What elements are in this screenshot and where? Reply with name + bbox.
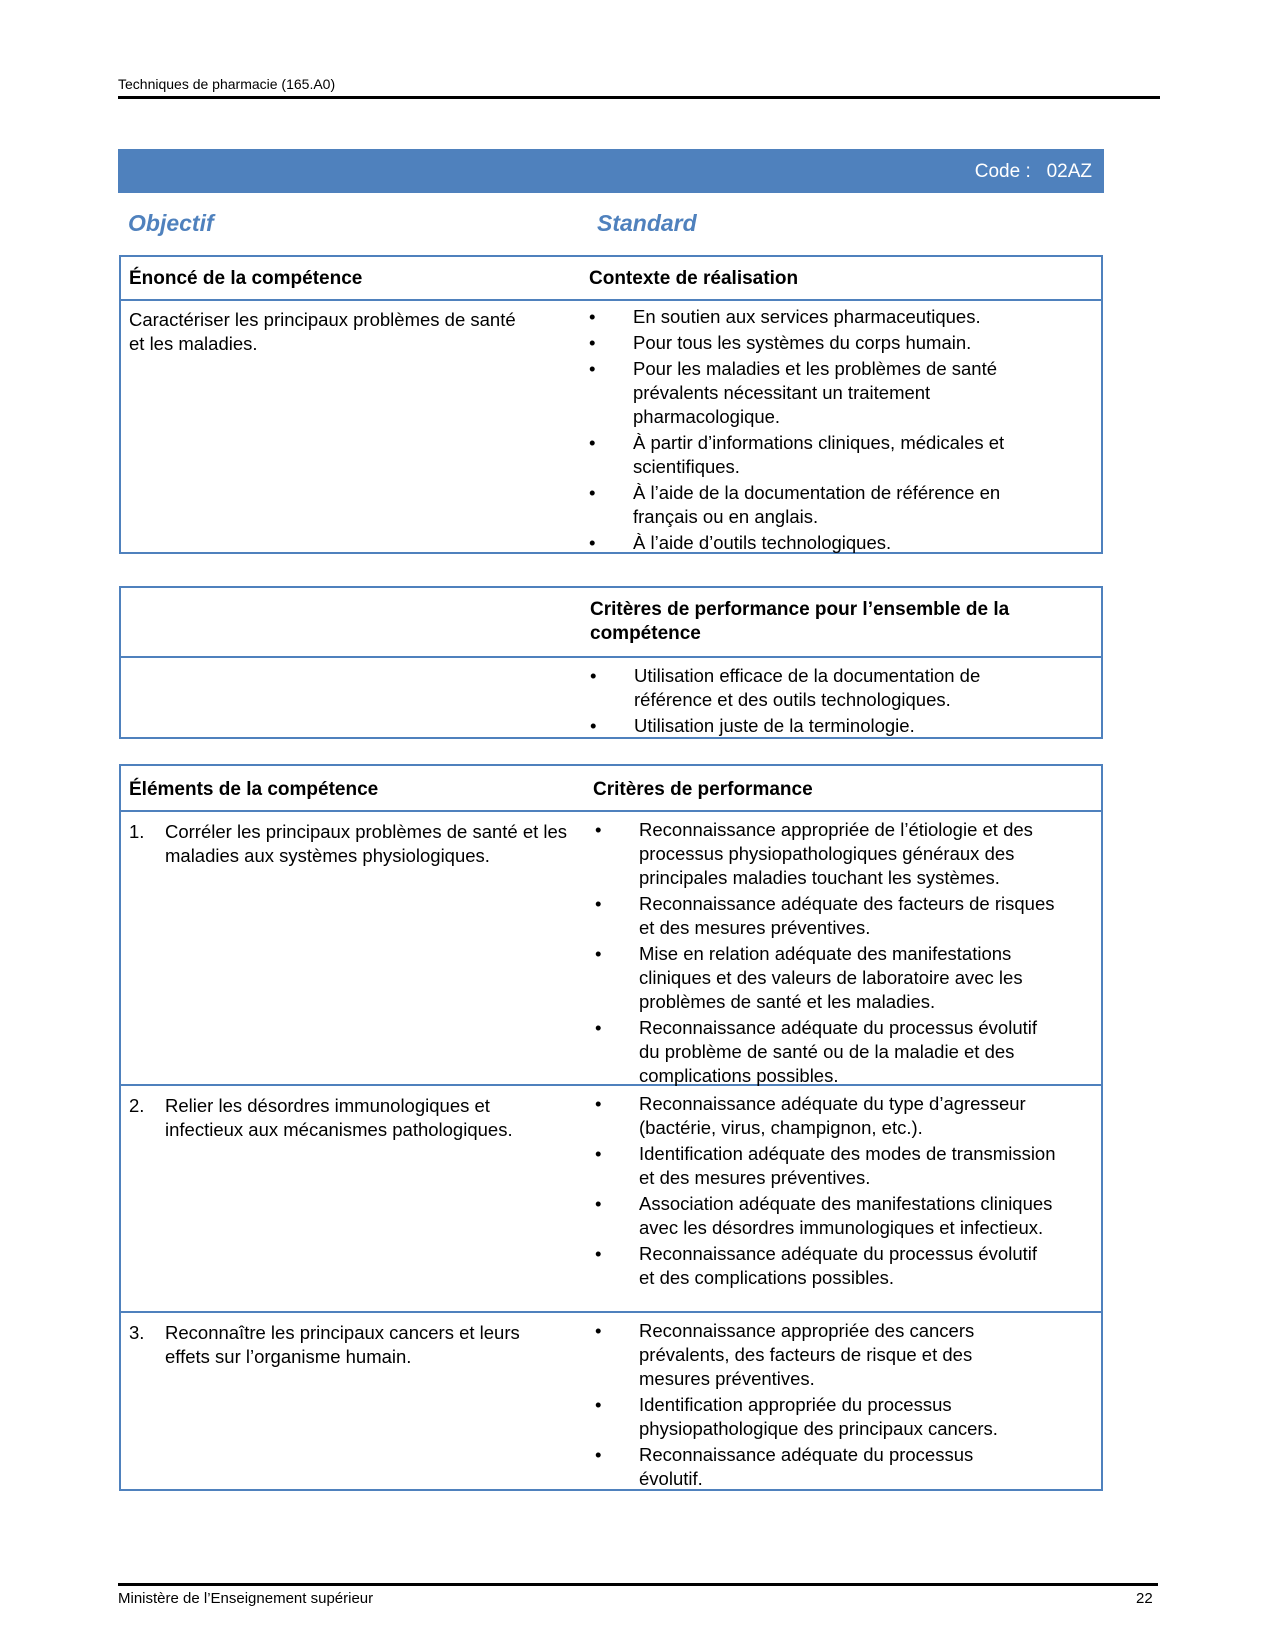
list-item: • En soutien aux services pharmaceutiques.	[589, 305, 1049, 329]
contexte-heading: Contexte de réalisation	[589, 268, 799, 289]
standard-label: Standard	[597, 210, 697, 236]
row-divider	[121, 810, 1101, 812]
list-item: • Reconnaissance adéquate du processus évolutif et des complications possibles.	[595, 1242, 1057, 1290]
criteria-list-2	[595, 1092, 1057, 1292]
list-item: • Reconnaissance adéquate du processus évolutif.	[595, 1443, 1025, 1491]
list-item: • Reconnaissance adéquate du processus évolutif du problème de santé ou de la maladie et des complications possibles.	[595, 1016, 1057, 1088]
element-2: 2. Relier les désordres immunologiques et infectieux aux mécanismes pathologiques.	[129, 1095, 513, 1140]
list-item: • Utilisation efficace de la documentation de référence et des outils technologiques.	[590, 664, 1030, 712]
footer-rule	[118, 1583, 1158, 1586]
element-3: 3. Reconnaître les principaux cancers et leurs effets sur l’organisme humain.	[129, 1322, 520, 1367]
list-item: • Identification adéquate des modes de transmission et des mesures préventives.	[595, 1142, 1057, 1190]
list-item: • Mise en relation adéquate des manifestations cliniques et des valeurs de laboratoire avec les problèmes de santé et les maladies.	[595, 942, 1057, 1014]
row-divider	[121, 1311, 1101, 1313]
list-item: • Reconnaissance appropriée des cancers prévalents, des facteurs de risque et des mesures préventives.	[595, 1319, 1025, 1391]
list-item: • À partir d’informations cliniques, médicales et scientifiques.	[589, 431, 1049, 479]
list-item: • Pour les maladies et les problèmes de santé prévalents nécessitant un traitement pharmacologique.	[589, 357, 1049, 429]
row-divider	[121, 656, 1101, 658]
list-item: • Utilisation juste de la terminologie.	[590, 714, 1030, 738]
elements-criteres-table	[119, 764, 1103, 1491]
criteria-list-1	[595, 818, 1057, 1090]
list-item: • À l’aide de la documentation de référence en français ou en anglais.	[589, 481, 1049, 529]
running-header: Techniques de pharmacie (165.A0)	[118, 76, 336, 92]
criteres-ensemble-table	[119, 586, 1103, 739]
enonce-text-line2: et les maladies.	[129, 333, 258, 354]
code-label: Code : 02AZ	[974, 161, 1092, 182]
list-item: • À l’aide d’outils technologiques.	[589, 531, 1049, 555]
objectif-label: Objectif	[128, 210, 214, 236]
criteres-ensemble-list	[590, 664, 1030, 740]
code-bar	[118, 149, 1104, 193]
criteres-ensemble-heading-line2: compétence	[590, 623, 701, 644]
list-item: • Reconnaissance appropriée de l’étiologie et des processus physiopathologiques généraux des principales maladies touchant les systèmes.	[595, 818, 1057, 890]
page-number: 22	[1136, 1590, 1153, 1607]
enonce-text-line1: Caractériser les principaux problèmes de santé	[129, 309, 516, 330]
contexte-list	[589, 305, 1049, 557]
list-item: • Pour tous les systèmes du corps humain.	[589, 331, 1049, 355]
row-divider	[121, 299, 1101, 301]
criteres-ensemble-heading-line1: Critères de performance pour l’ensemble de la	[590, 599, 1010, 620]
list-item: • Association adéquate des manifestations cliniques avec les désordres immunologiques et infectieux.	[595, 1192, 1057, 1240]
criteres-heading: Critères de performance	[593, 779, 813, 800]
code-value: 02AZ	[1046, 161, 1092, 182]
list-item: • Reconnaissance adéquate du type d’agresseur (bactérie, virus, champignon, etc.).	[595, 1092, 1057, 1140]
header-rule	[118, 96, 1160, 99]
footer-ministry: Ministère de l’Enseignement supérieur	[118, 1590, 374, 1607]
enonce-contexte-table	[119, 255, 1103, 554]
criteria-list-3	[595, 1319, 1025, 1493]
list-item: • Reconnaissance adéquate des facteurs de risques et des mesures préventives.	[595, 892, 1057, 940]
elements-heading: Éléments de la compétence	[129, 779, 379, 800]
element-1: 1. Corréler les principaux problèmes de santé et les maladies aux systèmes physiologiques.	[129, 821, 568, 866]
list-item: • Identification appropriée du processus physiopathologique des principaux cancers.	[595, 1393, 1025, 1441]
enonce-heading: Énoncé de la compétence	[129, 268, 363, 289]
